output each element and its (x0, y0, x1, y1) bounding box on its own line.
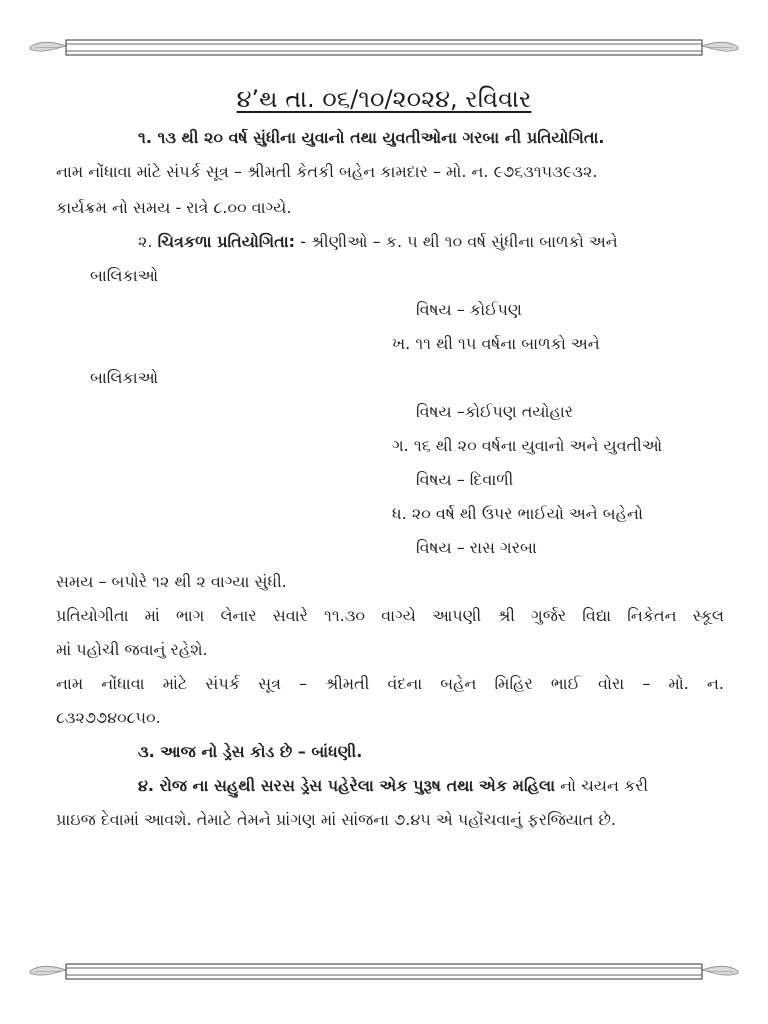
registration-contact-1: નામ નોંધાવા માંટે સંપર્ક સૂત્ર – શ્રીમતી કેતકી બહેન કામદાર – મો. ન. ૯૭૬૩૧૫૩૯૩૨. (56, 162, 598, 181)
page-title: ૪’થ તા. ૦૬/૧૦/૨૦૨૪, રવિવાર (236, 85, 532, 113)
category-kha: ખ. ૧૧ થી ૧૫ વર્ષના બાળકો અને (392, 334, 600, 353)
registration-contact-2: નામ નોંધાવા માંટે સંપર્ક સૂત્ર – શ્રીમતી વંદના બહેન મિહિર ભાઈ વોરા – મો. ન. (56, 674, 724, 693)
item-2-drawing-competition (138, 230, 618, 254)
item-3-dress-code: ૩. આજ નો ડ્રેસ કોડ છે – બાંધણી. (138, 742, 363, 761)
item-2-girls-a: બાલિકાઓ (90, 266, 159, 285)
category-ga: ગ. ૧૬ થી ૨૦ વર્ષના યુવાનો અને યુવતીઓ (392, 436, 663, 455)
item-2-category-a: - શ્રીણીઓ – ક. ૫ થી ૧૦ વર્ષ સુંધીના બાળકો અને (295, 232, 618, 251)
program-time: કાર્યક્રમ નો સમય - રાત્રે ૮.૦૦ વાગ્યે. (56, 198, 292, 217)
item-2-number: ૨. (138, 232, 153, 251)
subject-d: વિષય – રાસ ગરબા (416, 538, 537, 557)
item-2-heading: ચિત્રકળા પ્રતિયોગિતા: (157, 232, 296, 251)
item-4-heading: ૪. રોજ ના સહુથી સરસ ડ્રેસ પહેરેલા એક પુરૂષ તથા એક મહિલા (138, 776, 555, 795)
category-kha-girls: બાલિકાઓ (90, 368, 159, 387)
subject-b: વિષય –કોઈપણ તયોહાર (416, 402, 574, 421)
item-1-garba-competition: ૧. ૧૩ થી ૨૦ વર્ષ સુંધીના યુવાનો તથા યુવતીઓના ગરબા ની પ્રતિયોગિતા. (138, 128, 605, 147)
competition-time: સમય – બપોરે ૧૨ થી ૨ વાગ્યા સુંધી. (56, 572, 287, 591)
item-4-continuation: નો ચયન કરી (554, 776, 649, 795)
registration-contact-2-phone: ૮૩૨૭૭૪૦૮૫૦. (56, 708, 161, 727)
subject-c: વિષય – દિવાળી (416, 470, 514, 489)
venue-line-2: માં પહોચી જવાનું રહેશે. (56, 640, 208, 659)
item-4-prize-line: પ્રાઇજ દેવામાં આવશે. તેમાટે તેમને પ્રાંગણ માં સાંજના ૭.૪૫ એ પહોંચવાનું ફરજિયાત છે. (56, 810, 616, 829)
top-border-ornament (28, 38, 740, 58)
bottom-border-ornament (28, 962, 740, 982)
subject-a: વિષય – કોઈપણ (416, 300, 522, 319)
venue-line-1: પ્રતિયોગીતા માં ભાગ લેનાર સવારે ૧૧.૩૦ વાગ્યે આપણી શ્રી ગુર્જર વિદ્યા નિકેતન સ્કૂલ (56, 606, 724, 625)
item-4-best-dress (138, 774, 648, 798)
category-gha: ધ. ૨૦ વર્ષ થી ઉપર ભાઈયો અને બહેનો (392, 504, 643, 523)
